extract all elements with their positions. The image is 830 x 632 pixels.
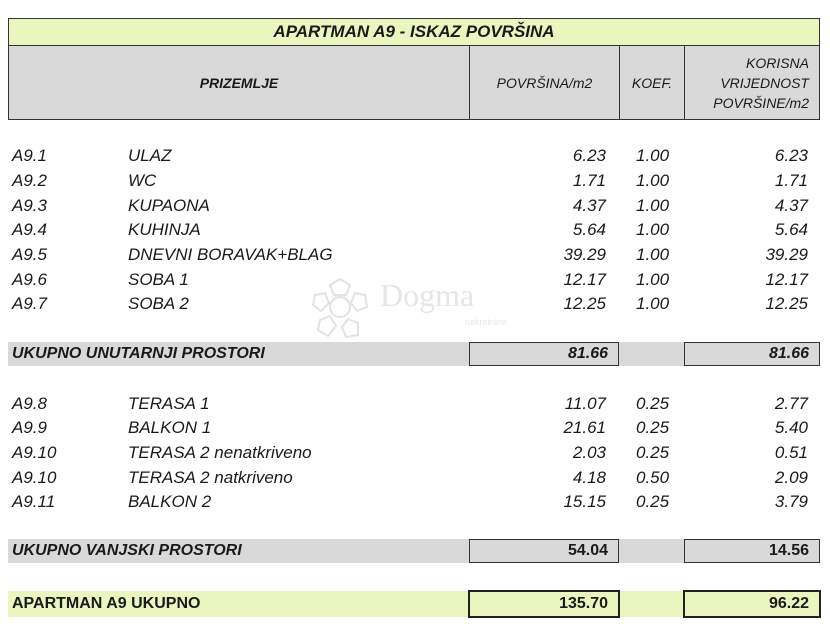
- exterior-total-area: 54.04: [469, 539, 619, 563]
- room-coef: 1.00: [636, 245, 670, 264]
- room-useful: 2.77: [774, 394, 808, 413]
- room-name: BALKON 1: [128, 418, 212, 437]
- room-area: 12.17: [563, 270, 606, 289]
- room-code: A9.9: [12, 418, 47, 437]
- room-coef: 0.25: [636, 418, 670, 437]
- room-code: A9.11: [12, 492, 56, 511]
- grand-total-useful: 96.22: [683, 590, 821, 618]
- table-row: [0, 292, 830, 316]
- header-area: POVRŠINA/m2: [469, 46, 619, 119]
- room-coef: 1.00: [636, 294, 670, 313]
- room-name: ULAZ: [128, 146, 172, 165]
- room-coef: 0.50: [636, 468, 670, 487]
- header-useful-line2: VRIJEDNOST: [720, 74, 809, 91]
- room-name: KUHINJA: [128, 220, 201, 239]
- grand-total-area: 135.70: [468, 590, 620, 618]
- room-area: 1.71: [572, 171, 606, 190]
- table-row: [0, 243, 830, 267]
- table-row: [0, 441, 830, 465]
- room-name: TERASA 2 nenatkriveno: [128, 443, 312, 462]
- room-code: A9.5: [12, 245, 47, 264]
- room-area: 6.23: [572, 146, 606, 165]
- table-row: [0, 268, 830, 292]
- header-useful: [684, 46, 819, 119]
- room-coef: 1.00: [636, 220, 670, 239]
- room-area: 12.25: [563, 294, 606, 313]
- room-coef: 1.00: [636, 171, 670, 190]
- room-useful: 12.17: [765, 270, 808, 289]
- room-name: BALKON 2: [128, 492, 212, 511]
- room-name: TERASA 1: [128, 394, 210, 413]
- room-coef: 1.00: [636, 146, 670, 165]
- room-coef: 0.25: [636, 443, 670, 462]
- table-row: [0, 144, 830, 168]
- header-useful-line3: POVRŠINE/m2: [713, 94, 809, 111]
- exterior-total-label: UKUPNO VANJSKI PROSTORI: [12, 542, 242, 559]
- interior-total-label: UKUPNO UNUTARNJI PROSTORI: [12, 345, 265, 362]
- header-coef: KOEF.: [619, 46, 684, 119]
- table-title: APARTMAN A9 - ISKAZ POVRŠINA: [8, 18, 820, 46]
- room-name: WC: [128, 171, 157, 190]
- table-row: [0, 392, 830, 416]
- room-name: SOBA 1: [128, 270, 189, 289]
- grand-total-label: APARTMAN A9 UKUPNO: [12, 595, 201, 612]
- grand-total-row: [8, 591, 820, 617]
- room-coef: 0.25: [636, 492, 670, 511]
- room-code: A9.6: [12, 270, 47, 289]
- room-code: A9.3: [12, 196, 47, 215]
- room-coef: 1.00: [636, 196, 670, 215]
- room-area: 11.07: [564, 394, 606, 413]
- room-useful: 2.09: [774, 468, 808, 487]
- room-area: 4.18: [572, 468, 606, 487]
- room-useful: 0.51: [774, 443, 808, 462]
- room-coef: 0.25: [636, 394, 670, 413]
- interior-total-useful: 81.66: [684, 342, 820, 366]
- table-row: [0, 466, 830, 490]
- table-header: [8, 46, 820, 120]
- room-useful: 5.40: [774, 418, 808, 437]
- room-area: 39.29: [563, 245, 606, 264]
- room-code: A9.10: [12, 468, 57, 487]
- interior-total-area: 81.66: [469, 342, 619, 366]
- watermark-brand: Dogma: [380, 277, 475, 313]
- interior-total-row: [8, 342, 820, 366]
- table-row: [0, 169, 830, 193]
- room-code: A9.7: [12, 294, 47, 313]
- room-area: 5.64: [572, 220, 606, 239]
- exterior-total-useful: 14.56: [684, 539, 820, 563]
- exterior-total-row: [8, 539, 820, 563]
- room-code: A9.4: [12, 220, 47, 239]
- room-useful: 6.23: [774, 146, 808, 165]
- room-name: DNEVNI BORAVAK+BLAG: [128, 245, 333, 264]
- room-area: 2.03: [572, 443, 606, 462]
- room-name: TERASA 2 natkriveno: [128, 468, 293, 487]
- table-row: [0, 218, 830, 242]
- table-row: [0, 416, 830, 440]
- room-useful: 1.71: [774, 171, 808, 190]
- room-code: A9.1: [12, 146, 47, 165]
- room-code: A9.2: [12, 171, 47, 190]
- room-area: 15.15: [563, 492, 606, 511]
- header-useful-line1: KORISNA: [745, 54, 809, 71]
- watermark-sub: nekretnine: [465, 317, 508, 327]
- header-section: PRIZEMLJE: [199, 74, 279, 91]
- room-useful: 12.25: [765, 294, 808, 313]
- room-useful: 5.64: [774, 220, 808, 239]
- room-useful: 39.29: [765, 245, 808, 264]
- room-code: A9.8: [12, 394, 47, 413]
- table-row: [0, 490, 830, 514]
- room-coef: 1.00: [636, 270, 670, 289]
- room-name: SOBA 2: [128, 294, 189, 313]
- room-useful: 4.37: [774, 196, 808, 215]
- room-useful: 3.79: [774, 492, 808, 511]
- room-area: 21.61: [563, 418, 606, 437]
- room-area: 4.37: [572, 196, 606, 215]
- table-row: [0, 194, 830, 218]
- room-code: A9.10: [12, 443, 57, 462]
- room-name: KUPAONA: [128, 196, 210, 215]
